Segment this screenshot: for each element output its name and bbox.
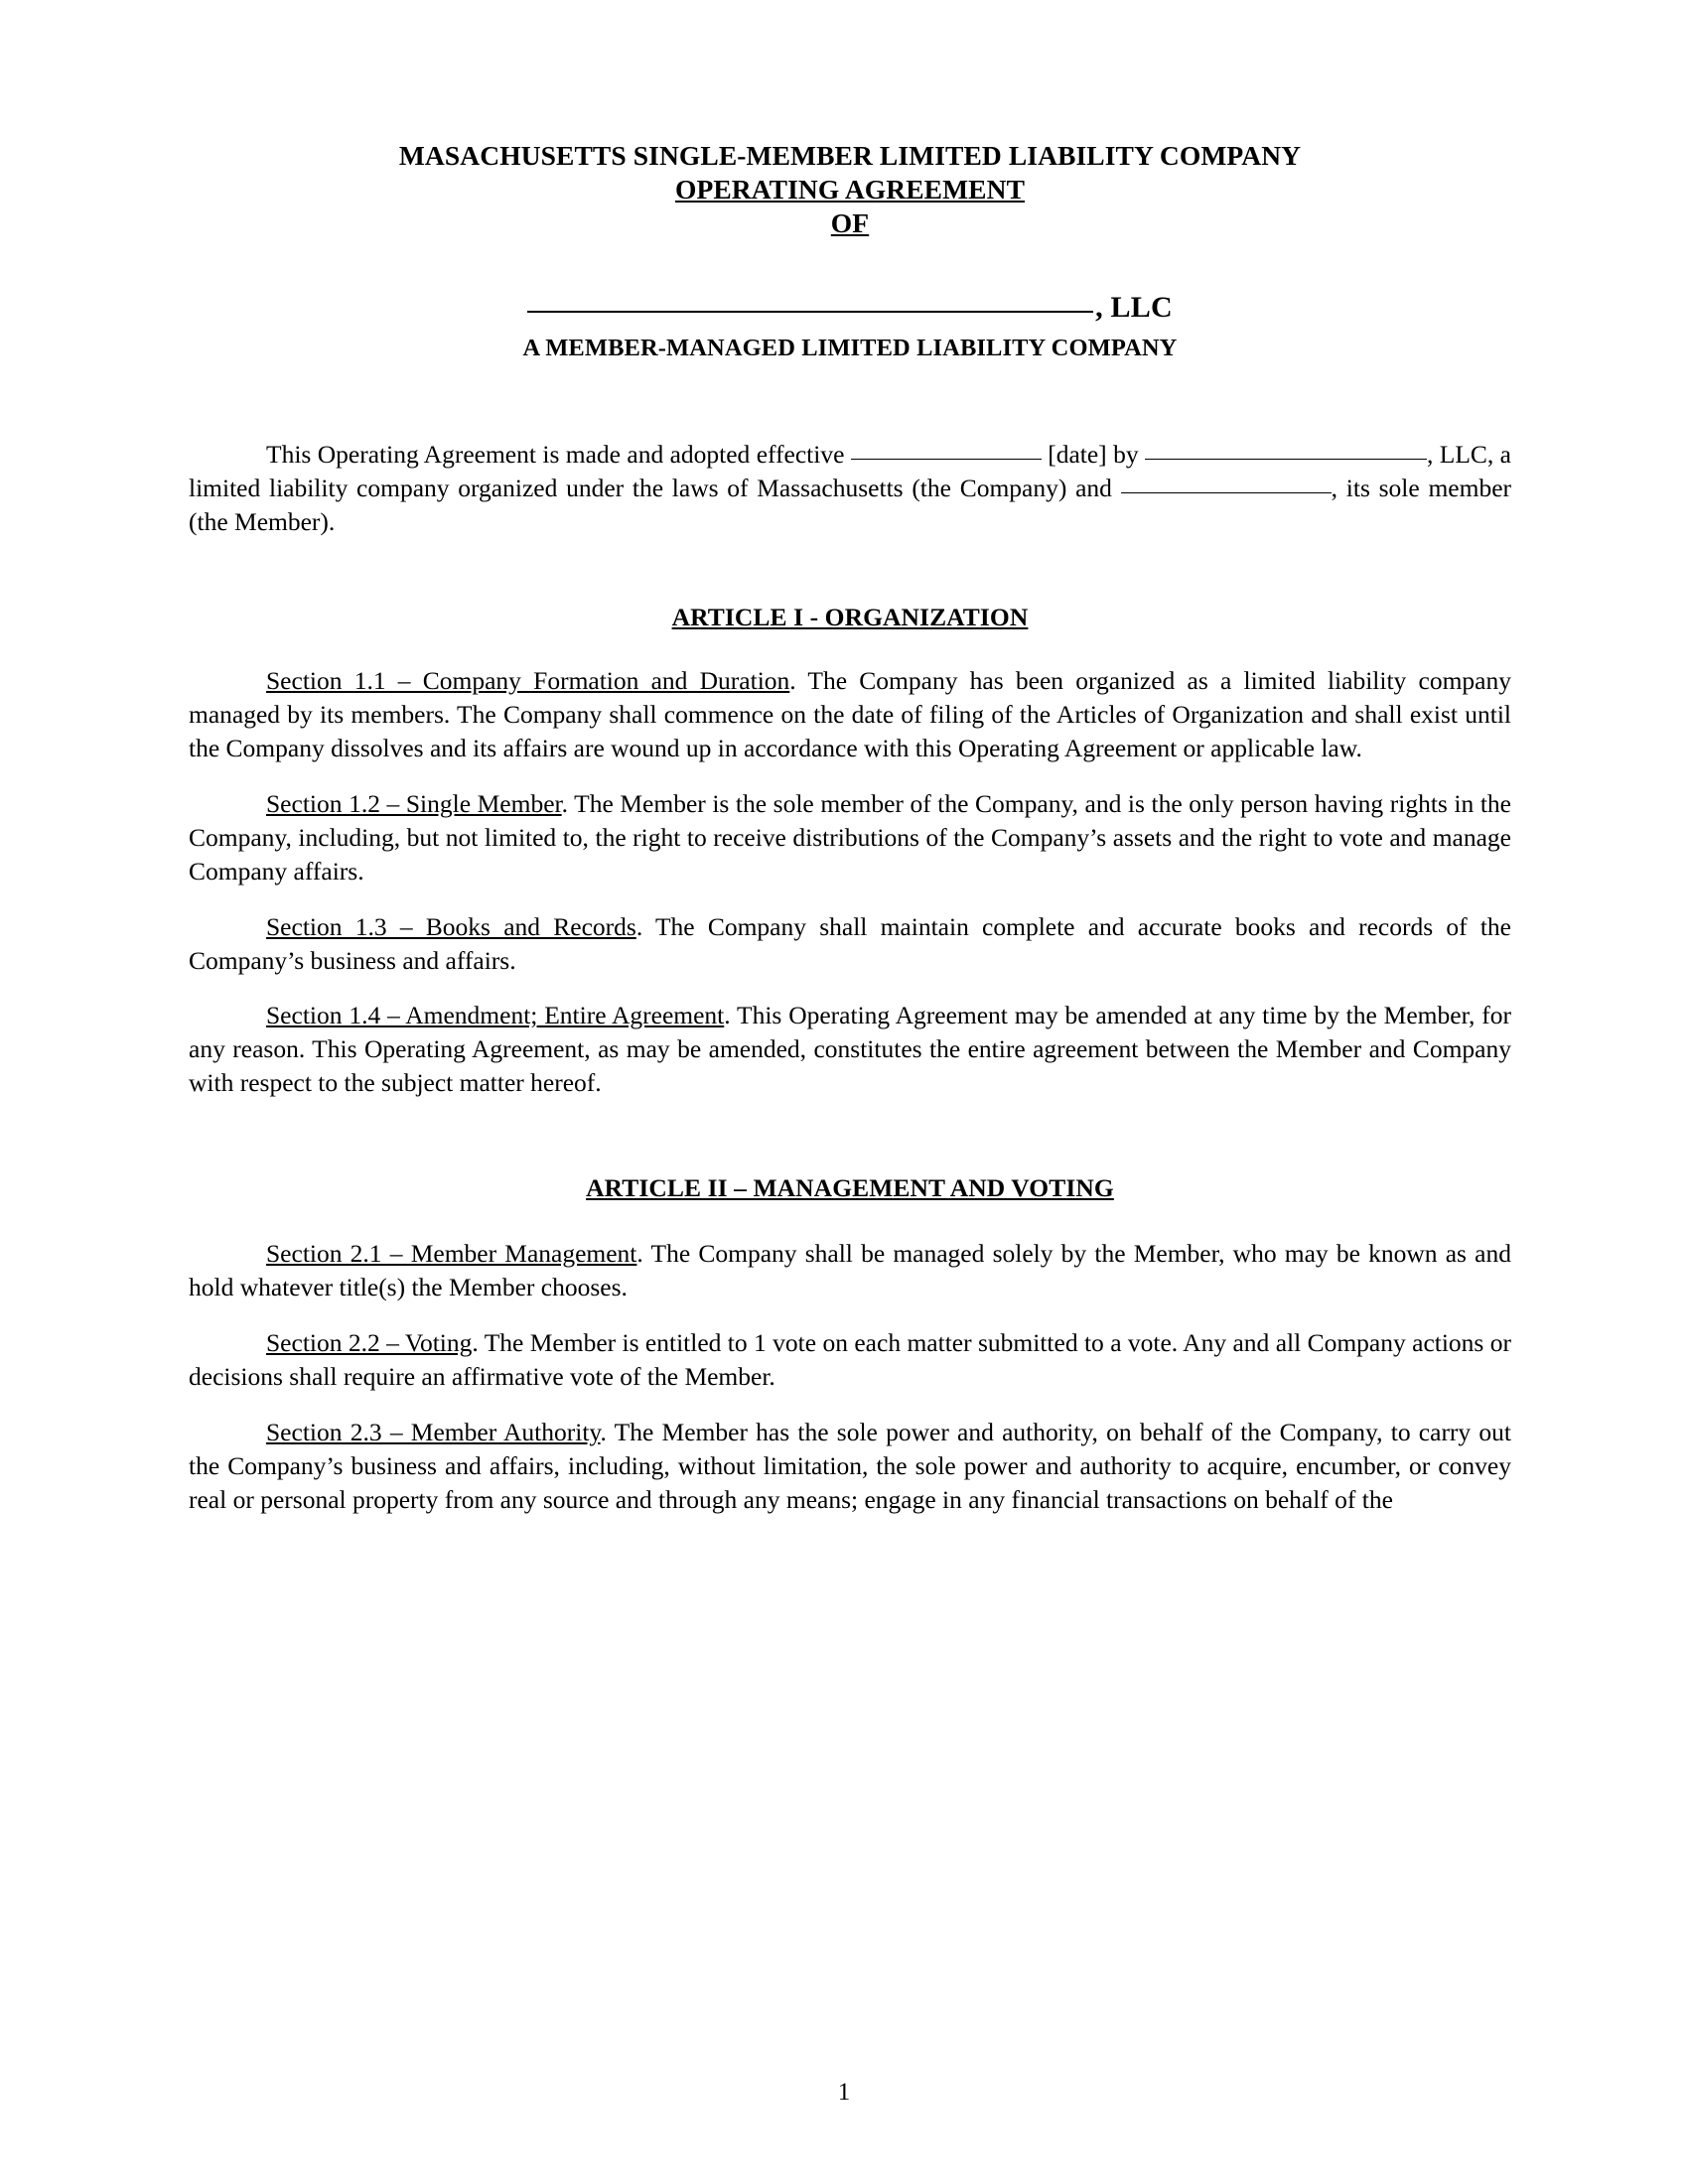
article-2-body (189, 1237, 1511, 1516)
company-name-blank (527, 310, 1093, 313)
page-number: 1 (837, 2079, 851, 2106)
intro-part-3: , LLC, a limited liability company organized under the laws of Massachusetts (the Company) and (189, 440, 1512, 503)
company-name-suffix: , LLC (1095, 291, 1173, 325)
member-name-blank (1121, 491, 1332, 493)
document-subtitle: A MEMBER-MANAGED LIMITED LIABILITY COMPANY (522, 335, 1178, 362)
section-2-1-text: . The Company shall be managed solely by the Member, who may be known as and hold whatever title(s) the Member chooses. (189, 1239, 1511, 1302)
intro-part-4: , its sole member (the Member). (189, 474, 1511, 537)
section-2-2-text: . The Member is entitled to 1 vote on each matter submitted to a vote. Any and all Company actions or decisions shall require an affirmative vote of the Member. (189, 1327, 1511, 1391)
section-1-2 (189, 787, 1511, 888)
section-1-2-label: Section 1.2 – Single Member (266, 788, 562, 818)
intro-part-2: [date] by (1041, 440, 1145, 470)
section-1-3-label: Section 1.3 – Books and Records (266, 911, 636, 941)
section-1-1-text: . The Company has been organized as a limited liability company managed by its members. The Company shall commence on the date of filing of the Articles of Organization and shall exist until the Company dissolves and its affairs are wound up in accordance with this Operating Agreement or applicable law. (189, 666, 1511, 762)
llc-name-blank (1145, 458, 1427, 460)
section-1-3-text: . The Company shall maintain complete and accurate books and records of the Company’s business and affairs. (189, 911, 1511, 975)
section-2-2-label: Section 2.2 – Voting (266, 1327, 473, 1357)
section-2-3-text: . The Member has the sole power and authority, on behalf of the Company, to carry out the Company’s business and affairs, including, without limitation, the sole power and authority to acquire, encumber, or convey real or personal property from any source and through any means; engage in any financial transactions on behalf of the (189, 1417, 1511, 1514)
article-2-heading: ARTICLE II – MANAGEMENT AND VOTING (586, 1173, 1114, 1203)
article-1-heading: ARTICLE I - ORGANIZATION (671, 603, 1029, 632)
document-title (189, 139, 1511, 239)
section-2-1 (189, 1237, 1511, 1304)
section-1-2-text: . The Member is the sole member of the Company, and is the only person having rights in the Company, including, but not limited to, the right to receive distributions of the Company’s assets and the right to vote and manage Company affairs. (189, 788, 1512, 886)
section-1-4-label: Section 1.4 – Amendment; Entire Agreement (266, 1001, 725, 1030)
effective-date-blank (851, 458, 1042, 460)
title-line-2: OPERATING AGREEMENT (674, 173, 1026, 205)
section-2-3 (189, 1416, 1511, 1517)
company-name-line (189, 291, 1511, 325)
intro-paragraph (189, 438, 1511, 539)
article-1-body (189, 664, 1511, 1100)
title-line-3: OF (830, 206, 870, 238)
section-2-2 (189, 1326, 1511, 1394)
section-2-1-label: Section 2.1 – Member Management (266, 1239, 637, 1269)
section-1-1-label: Section 1.1 – Company Formation and Duration (266, 666, 790, 696)
section-1-1 (189, 664, 1511, 765)
section-1-3 (189, 910, 1511, 978)
intro-part-1: This Operating Agreement is made and adopted effective (266, 440, 851, 470)
section-1-4 (189, 999, 1511, 1100)
section-2-3-label: Section 2.3 – Member Authority (266, 1417, 601, 1446)
section-1-4-text: . This Operating Agreement may be amended at any time by the Member, for any reason. This Operating Agreement, as may be amended, constitutes the entire agreement between the Member and Company with respect to the subject matter hereof. (189, 1001, 1511, 1098)
title-line-1: MASACHUSETTS SINGLE-MEMBER LIMITED LIABILITY COMPANY (398, 140, 1302, 171)
